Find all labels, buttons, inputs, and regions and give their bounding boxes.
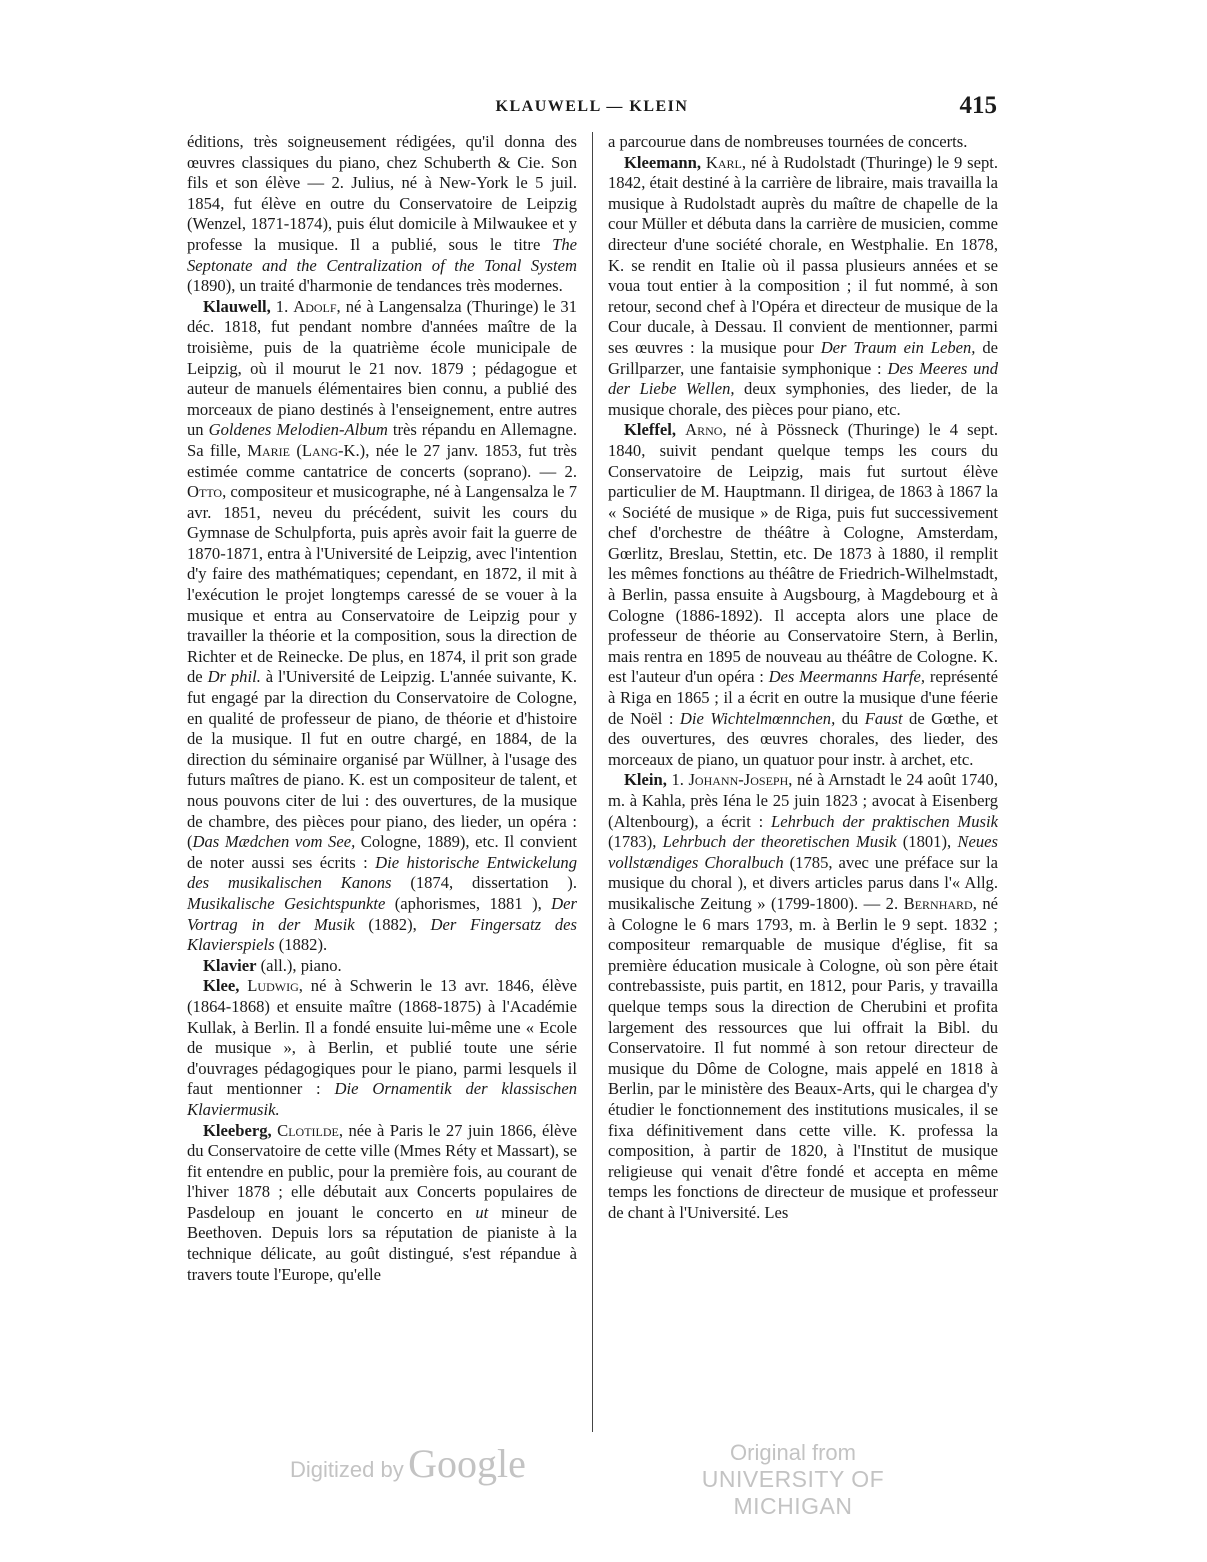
entry-klauwell: Klauwell, 1. Adolf, né à Langensalza (Thuringe) le 31 déc. 1818, fut pendant nombre d'années maître de la troisième, puis de la quatrième école municipale de Leipzig, où il mourut le 21 nov. 1879 ; pédagogue et auteur de manuels élémentaires bien connu, a publié des morceaux de piano destinés à l'enseignement, entre autres un Goldenes Melodien-Album très répandu en Allemagne. Sa fille, Marie (Lang-K.), née le 27 janv. 1853, fut très estimée comme cantatrice de concerts (soprano). — 2. Otto, compositeur et musicographe, né à Langensalza le 7 avr. 1851, neveu du précédent, suivit les cours du Gymnase de Schulpforta, puis après avoir fait la guerre de 1870-1871, entra à l'Université de Leipzig, avec l'intention d'y faire des mathématiques; cependant, en 1872, il mit à l'exécution le projet longtemps caressé de se vouer à la musique et entra au Conservatoire de Leipzig pour y travailler la théorie et la composition, sous la direction de Richter et de Reinecke. De plus, en 1874, il prit son grade de Dr phil. à l'Université de Leipzig. L'année suivante, K. fut engagé par la direction du Conservatoire de Cologne, en qualité de professeur de piano, de théorie et d'histoire de la musique. Il fut en outre chargé, en 1884, de la direction du séminaire organisé par Wüllner, à l'usage des futurs maîtres de piano. K. est un compositeur de talent, et nous pouvons citer de lui : des ouvertures, de la musique de chambre, des pièces pour piano, des lieder, un opéra : (Das Mædchen vom See, Cologne, 1889), etc. Il convient de noter aussi ses écrits : Die historische Entwickelung des musikalischen Kanons (1874, dissertation ). Musikalische Gesichtspunkte (aphorismes, 1881 ), Der Vortrag in der Musik (1882), Der Fingersatz des Klavierspiels (1882). (187, 296, 578, 955)
original-from-watermark: Original from UNIVERSITY OF MICHIGAN (701, 1440, 885, 1519)
right-column (608, 132, 998, 1223)
headword: Klauwell, (203, 296, 271, 316)
headword: Klavier (203, 955, 257, 975)
running-title: KLAUWELL — KLEIN (495, 98, 689, 115)
entry-kleffel: Kleffel, Arno, né à Pössneck (Thuringe) le 4 sept. 1840, suivit pendant quelque temps les cours du Conservatoire de Leipzig, mais fut surtout élève particulier de M. Hauptmann. Il dirigea, de 1863 à 1867 la « Société de musique » de Riga, puis fut successivement chef d'orchestre de théâtre à Cologne, Amsterdam, Gœrlitz, Breslau, Stettin, etc. De 1873 à 1880, il remplit les mêmes fonctions au théâtre de Friedrich-Wilhelmstadt, à Berlin, passa ensuite à Augsbourg, à Magdebourg et à Cologne (1886-1892). Il accepta alors une place de professeur de théorie au Conservatoire Stern, à Berlin, mais rentra en 1895 de nouveau au théâtre de Cologne. K. est l'auteur d'un opéra : Des Meermanns Harfe, représenté à Riga en 1865 ; il a écrit en outre la musique d'une féerie de Noël : Die Wichtelmœnnchen, du Faust de Gœthe, et des ouvertures, des œuvres chorales, des lieder, des morceaux de piano, un quatuor pour instr. à archet, etc. (608, 420, 998, 769)
headword: Klein, (624, 770, 667, 790)
digitized-by-watermark: Digitized by Google (290, 1441, 526, 1486)
entry-kleeberg: Kleeberg, Clotilde, née à Paris le 27 juin 1866, élève du Conservatoire de cette ville (Mmes Réty et Massart), se fit entendre en public, pour la première fois, au courant de l'hiver 1878 ; elle débutait aux Concerts populaires de Pasdeloup en jouant le concerto en ut mineur de Beethoven. Depuis lors sa réputation de pianiste à la technique délicate, au goût distingué, s'est répandue à travers toute l'Europe, qu'elle (187, 1120, 577, 1284)
column-divider (592, 132, 593, 1432)
headword: Kleemann, (624, 152, 701, 172)
google-logo: Google (408, 1441, 526, 1486)
entry-klein: Klein, 1. Johann-Joseph, né à Arnstadt le 24 août 1740, m. à Kahla, près Iéna le 25 juin 1823 ; avocat à Eisenberg (Altenbourg), a écrit : Lehrbuch der praktischen Musik (1783), Lehrbuch der theoretischen Musik (1801), Neues vollstændiges Choralbuch (1785, avec une préface sur la musique du choral ), et divers articles parus dans l'« Allg. musikalische Zeitung » (1799-1800). — 2. Bernhard, né à Cologne le 6 mars 1793, m. à Berlin le 9 sept. 1832 ; compositeur remarquable de musique d'église, fit sa première éducation musicale à Cologne, où son père était contrebassiste, puis partit, en 1812, pour Paris, y travailla quelque temps sous la direction de Cherubini et profita largement des ressources que lui offrait la Bibl. du Conservatoire. Il fut nommé à son retour directeur de musique du Dôme de Cologne, mais appelé en 1818 à Berlin, par le ministère des Beaux-Arts, qui le chargea d'y étudier le fonctionnement des institutions musicales, il se fixa définitivement dans cette ville. K. professa la composition, à partir de 1820, à l'Institut de musique religieuse qui venait d'être fondé et accepta en même temps les fonctions de directeur de musique et professeur de chant à l'Université. Les (608, 770, 999, 1222)
paragraph-continuation: éditions, très soigneusement rédigées, qu'il donna des œuvres classiques du piano, chez Schuberth & Cie. Son fils et son élève — 2. Julius, né à New-York le 5 juil. 1854, fut élève en outre du Conservatoire de Leipzig (Wenzel, 1871-1874), puis élut domicile à Milwaukee et y professe la musique. Il a publié, sous le titre The Septonate and the Centralization of the Tonal System (1890), un traité d'harmonie de tendances très modernes. (187, 132, 577, 296)
headword: Kleeberg, (203, 1120, 272, 1140)
headword: Kleffel, (624, 420, 677, 440)
work-title: The Septonate and the Centralization of the Tonal System (187, 234, 577, 275)
entry-kleemann: Kleemann, Karl, né à Rudolstadt (Thuringe) le 9 sept. 1842, était destiné à la carrière de libraire, mais travailla la musique à Rudolstadt auprès du maître de chapelle de la cour Müller et débuta dans la carrière de musicien, comme directeur d'une société chorale, en Westphalie. En 1878, K. se rendit en Italie où il passa plusieurs années et se voua tout entier à la composition ; il fut nommé, à son retour, second chef à l'Opéra et directeur de musique de la Cour ducale, à Dessau. Il convient de mentionner, parmi ses œuvres : la musique pour Der Traum ein Leben, de Grillparzer, une fantaisie symphonique : Des Meeres und der Liebe Wellen, deux symphonies, des lieder, de la musique chorale, des pièces pour piano, etc. (608, 152, 999, 419)
entry-klavier: Klavier (all.), piano. (203, 955, 342, 975)
paragraph-continuation: a parcourue dans de nombreuses tournées de concerts. (608, 132, 968, 151)
headword: Klee, (203, 976, 240, 996)
entry-klee: Klee, Ludwig, né à Schwerin le 13 avr. 1846, élève (1864-1868) et ensuite maître (1868-1875) à l'Académie Kullak, à Berlin. Il a fondé ensuite lui-même une « Ecole de musique », à Berlin, et publié toute une série d'ouvrages pédagogiques pour le piano, parmi lesquels il faut mentionner : Die Ornamentik der klassischen Klaviermusik. (187, 976, 578, 1119)
left-column (187, 132, 577, 1285)
page-header (187, 92, 997, 122)
page-number: 415 (959, 92, 997, 119)
